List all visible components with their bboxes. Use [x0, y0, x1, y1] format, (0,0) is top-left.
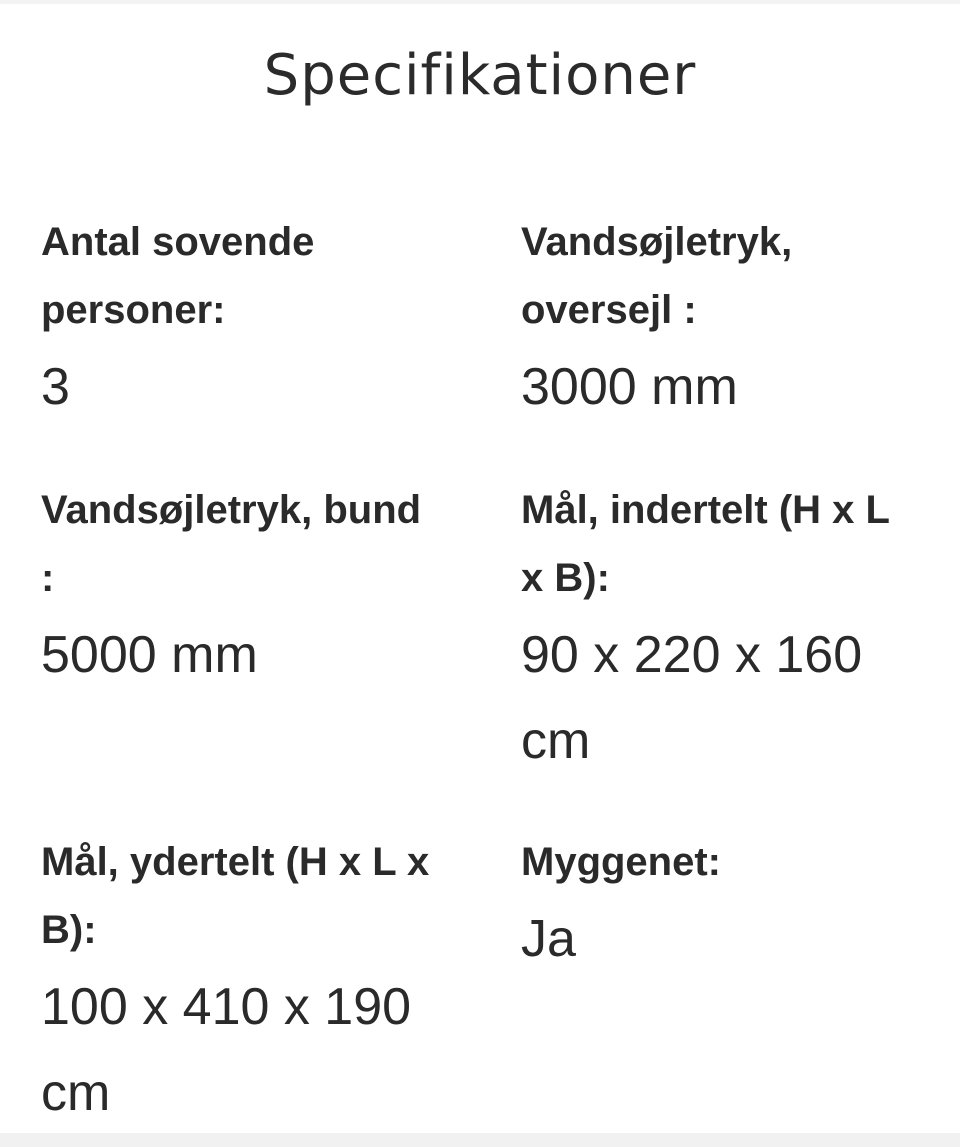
spec-value: Ja: [521, 910, 576, 968]
spec-label: Myggenet:: [521, 840, 721, 884]
spec-sleeping-persons: [41, 208, 441, 430]
spec-label: Vandsøjletryk, bund :: [41, 488, 422, 600]
spec-value: 3000 mm: [521, 358, 738, 416]
spec-inner-tent-dimensions: [521, 476, 921, 784]
spec-label: Vandsøjletryk, oversejl :: [521, 220, 793, 332]
spec-value: 100 x 410 x 190 cm: [41, 978, 412, 1122]
spec-value: 3: [41, 358, 70, 416]
spec-water-column-floor: [41, 476, 441, 698]
page-title: Specifikationer: [263, 43, 697, 108]
spec-mosquito-net: [521, 828, 921, 982]
spec-label: Antal sovende personer:: [41, 220, 315, 332]
spec-outer-tent-dimensions: [41, 828, 441, 1136]
top-divider: [0, 0, 960, 4]
spec-value: 5000 mm: [41, 626, 258, 684]
bottom-divider: [0, 1133, 960, 1147]
spec-water-column-flysheet: [521, 208, 921, 430]
spec-label: Mål, ydertelt (H x L x B):: [41, 840, 430, 952]
spec-label: Mål, indertelt (H x L x B):: [521, 488, 890, 600]
spec-value: 90 x 220 x 160 cm: [521, 626, 863, 770]
